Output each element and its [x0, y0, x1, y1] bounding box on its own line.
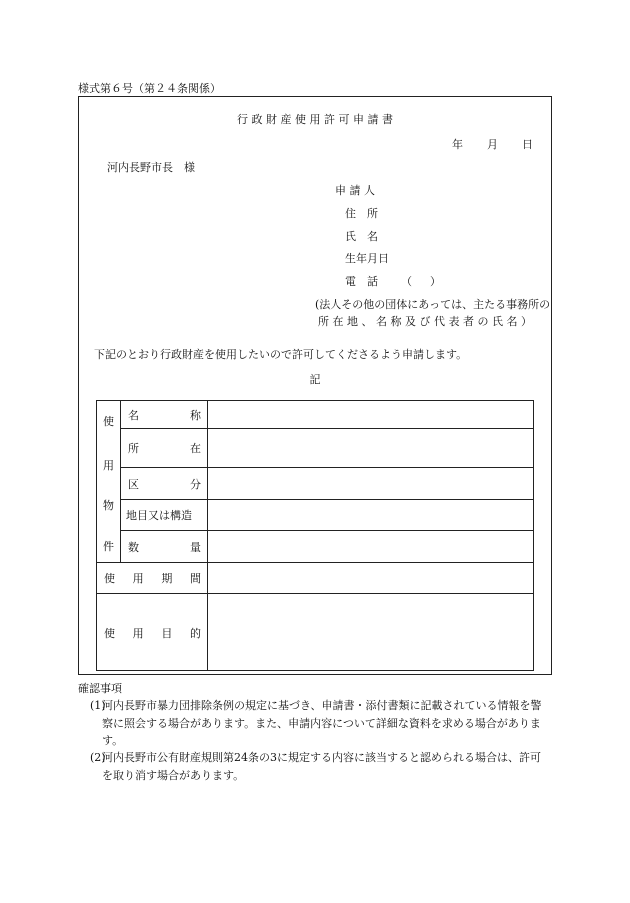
group-label-char: 使	[103, 415, 114, 428]
confirmation-item: (1) 河内長野市暴力団排除条例の規定に基づき、申請書・添付書類に記載されている情報を警察に照会する場合があります。また、申請内容について詳細な資料を求める場合があります。	[90, 699, 542, 747]
value-name-field[interactable]	[208, 401, 534, 428]
request-text: 下記のとおり行政財産を使用したいので許可してくださるよう申請します。	[94, 348, 468, 361]
value-category-field[interactable]	[208, 468, 534, 499]
row-label-land-structure: 地目又は構造	[126, 509, 192, 522]
value-location-field[interactable]	[208, 429, 534, 467]
phone-paren-open: （	[401, 275, 412, 288]
row-label-name: 名 称	[128, 408, 201, 422]
property-table	[96, 400, 534, 671]
group-label-char: 用	[103, 459, 114, 472]
confirmation-item: (2) 河内長野市公有財産規則第24条の3に規定する内容に該当すると認められる場合は、許可を取り消す場合があります。	[90, 751, 541, 782]
name-label: 氏 名	[345, 230, 378, 243]
value-period-field[interactable]	[208, 563, 534, 593]
row-label-category: 区 分	[128, 477, 201, 491]
row-label-purpose: 使 用 目 的	[104, 626, 201, 640]
corp-note-line1: (法人その他の団体にあっては、主たる事務所の	[315, 298, 551, 311]
date-month: 月	[487, 138, 498, 151]
value-quantity-field[interactable]	[208, 531, 534, 562]
addressee: 河内長野市長 様	[107, 161, 195, 174]
form-number: 様式第６号（第２４条関係）	[78, 82, 221, 95]
row-label-quantity: 数 量	[128, 540, 201, 554]
confirmation-heading: 確認事項	[78, 682, 122, 695]
value-purpose-field[interactable]	[208, 594, 534, 671]
date-year: 年	[452, 138, 463, 151]
phone-paren-close: ）	[430, 275, 441, 288]
corp-note-line2: 所 在 地 、 名 称 及 び 代 表 者 の 氏 名 ）	[318, 315, 532, 328]
group-label-char: 物	[103, 499, 114, 512]
applicant-heading: 申 請 人	[335, 184, 375, 197]
form-title: 行 政 財 産 使 用 許 可 申 請 書	[237, 113, 393, 126]
date-day: 日	[522, 138, 533, 151]
row-label-location: 所 在	[128, 442, 201, 455]
row-label-period: 使 用 期 間	[104, 572, 201, 585]
phone-label: 電 話	[345, 275, 378, 288]
birthdate-label: 生年月日	[345, 252, 389, 265]
ki-label: 記	[309, 373, 321, 386]
group-label-char: 件	[103, 540, 114, 553]
value-land-structure-field[interactable]	[208, 500, 534, 530]
address-label: 住 所	[345, 207, 378, 220]
